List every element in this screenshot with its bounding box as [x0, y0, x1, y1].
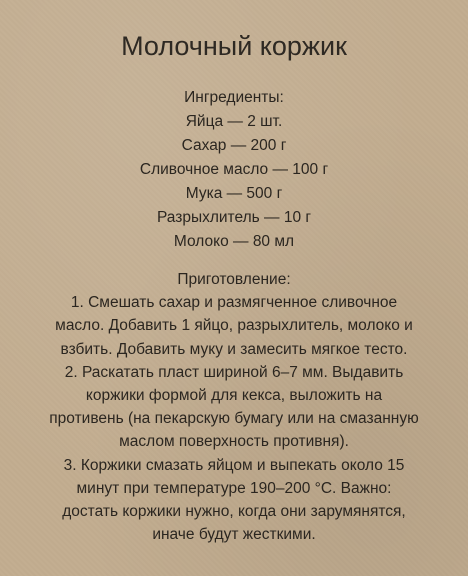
- preparation-line: 3. Коржики смазать яйцом и выпекать около 15: [63, 456, 405, 474]
- ingredient-item: Разрыхлитель — 10 г: [156, 209, 312, 226]
- preparation-line: 1. Смешать сахар и размягченное сливочное: [70, 294, 398, 312]
- ingredient-item: Мука — 500 г: [185, 185, 283, 202]
- ingredients-section: [0, 86, 468, 254]
- preparation-line: иначе будут жесткими.: [152, 526, 316, 544]
- ingredient-item: Яйца — 2 шт.: [185, 113, 283, 130]
- preparation-line: масло. Добавить 1 яйцо, разрыхлитель, молоко и: [55, 317, 413, 335]
- preparation-line: противень (на пекарскую бумагу или на смазанную: [49, 410, 419, 428]
- ingredient-item: Молоко — 80 мл: [173, 233, 295, 250]
- ingredients-heading: Ингредиенты:: [184, 89, 284, 106]
- preparation-section: [0, 268, 468, 546]
- preparation-line: 2. Раскатать пласт шириной 6–7 мм. Выдавить: [64, 363, 404, 381]
- preparation-line: минут при температуре 190–200 °С. Важно:: [76, 479, 392, 497]
- preparation-line: достать коржики нужно, когда они зарумянятся,: [62, 503, 406, 521]
- recipe-title: Молочный коржик: [121, 31, 347, 61]
- preparation-line: взбить. Добавить муку и замесить мягкое тесто.: [60, 340, 408, 358]
- ingredient-item: Сахар — 200 г: [181, 137, 287, 154]
- preparation-heading: Приготовление:: [177, 271, 291, 288]
- preparation-line: коржики формой для кекса, выложить на: [85, 387, 383, 405]
- ingredient-item: Сливочное масло — 100 г: [139, 161, 329, 178]
- preparation-line: маслом поверхность противня).: [119, 433, 349, 451]
